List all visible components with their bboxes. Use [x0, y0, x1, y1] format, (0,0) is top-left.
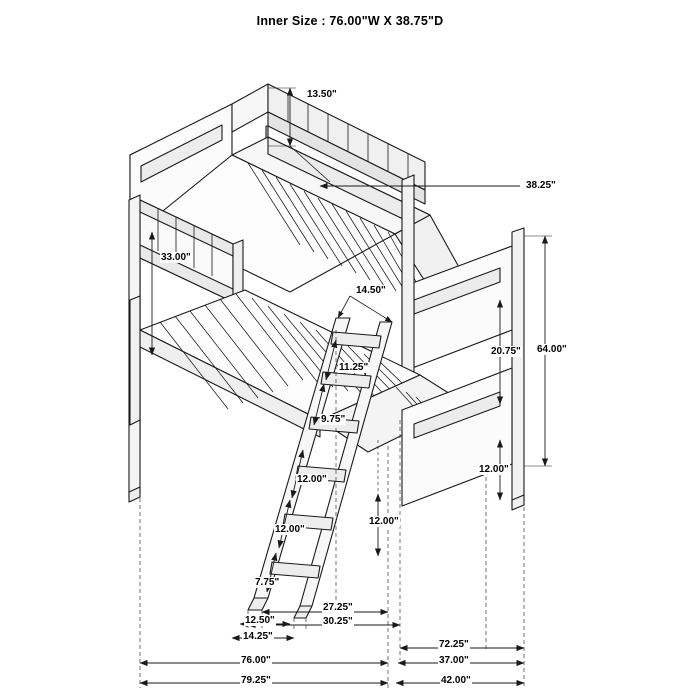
- dim-label-step-spacing-4: 12.00": [275, 524, 305, 535]
- dim-label-ladder-base-height: 12.00": [369, 516, 399, 527]
- dim-label-ladder-foot-offset: 12.50": [245, 615, 275, 626]
- dim-label-bottom-step: 7.75": [255, 577, 280, 588]
- dim-label-end-panel-height: 20.75": [491, 346, 521, 357]
- post-front-right: [512, 228, 524, 506]
- dim-label-guardrail-height: 13.50": [307, 89, 337, 100]
- dim-label-ladder-projection-upper: 27.25": [323, 602, 353, 613]
- dim-label-step-spacing-2: 9.75": [321, 414, 346, 425]
- dim-label-overall-length: 79.25": [241, 675, 271, 686]
- dim-label-step-spacing-3: 12.00": [297, 474, 327, 485]
- post-rear-right: [402, 175, 414, 386]
- dim-label-overall-depth: 42.00": [441, 675, 471, 686]
- dim-label-end-depth: 37.00": [439, 655, 469, 666]
- dim-label-step-spacing-1: 11.25": [339, 362, 369, 373]
- dim-label-bed-depth-side: 72.25": [439, 639, 469, 650]
- dim-label-ladder-projection-lower: 30.25": [323, 616, 353, 627]
- dim-label-lower-to-upper-deck: 33.00": [161, 252, 191, 263]
- bunk-bed-illustration: [129, 84, 524, 618]
- dim-label-ladder-top-rail: 14.50": [356, 285, 386, 296]
- dim-label-lower-deck-height: 12.00": [479, 464, 509, 475]
- dimline-14-50: [338, 296, 350, 318]
- page-title: Inner Size : 76.00"W X 38.75"D: [256, 14, 444, 28]
- dim-label-overall-height: 64.00": [537, 344, 567, 355]
- lower-headboard-left: [130, 296, 140, 425]
- dim-label-bed-length: 76.00": [241, 655, 271, 666]
- dim-label-upper-bunk-clearance: 38.25": [526, 180, 556, 191]
- dim-label-ladder-foot-span: 14.25": [243, 631, 273, 642]
